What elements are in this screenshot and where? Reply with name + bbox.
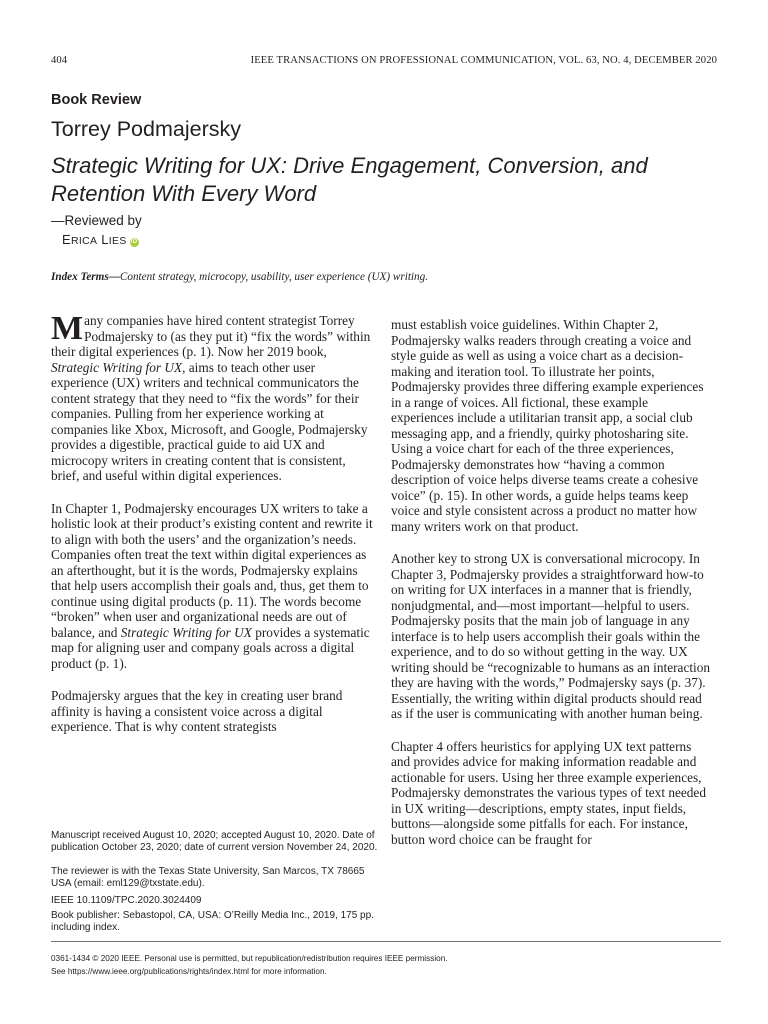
paragraph-3: Podmajersky argues that the key in creating user brand affinity is having a consistent voice across a digital experience. That is why content strategists: [51, 688, 343, 734]
orcid-icon[interactable]: iD: [130, 239, 138, 245]
journal-header: IEEE TRANSACTIONS ON PROFESSIONAL COMMUNICATION, VOL. 63, NO. 4, DECEMBER 2020: [250, 55, 717, 66]
paragraph-1: Many companies have hired content strategist Torrey Podmajersky to (as they put it) “fix the words” within their digital experiences (p. 1). Now her 2019 book, Strategic Writing for UX, aims to teach other user experience (UX) writers and technical communicators the content strategy that they need to “fix the words” for their companies. Pulling from her experience working at companies like Xbox, Microsoft, and Google, Podmajersky provides a digestible, practical guide to aid UX and microcopy writers in creating content that is consistent, brief, and useful within digital experiences.: [51, 310, 371, 483]
book-title: Strategic Writing for UX: Drive Engagement, Conversion, and Retention With Every Word: [51, 153, 648, 206]
index-terms: [51, 271, 731, 283]
paragraph-4: must establish voice guidelines. Within Chapter 2, Podmajersky walks readers through creating a voice and style guide as well as using a voice chart as a decision-making and iteration tool. To illustrate her points, Podmajersky provides three differing example experiences in a range of voices. All fictional, these example experiences include a utilitarian transit app, a social club messaging app, and a friendly, quirky photosharing site. Using a voice chart for each of the three experiences, Podmajersky demonstrates how “having a common description of voice helps diverse teams create a cohesive voice” (p. 15). In other words, a guide helps teams keep voice and style consistent across a product no matter how many writers work on that product.: [391, 317, 704, 534]
footnote-affiliation: The reviewer is with the Texas State University, San Marcos, TX 78665 USA (email: eml129@txstate.edu).: [51, 866, 365, 889]
right-column: [391, 317, 713, 864]
index-terms-text: Content strategy, microcopy, usability, user experience (UX) writing.: [119, 271, 429, 283]
footnote-doi: IEEE 10.1109/TPC.2020.3024409: [51, 895, 202, 906]
footnote-publisher: Book publisher: Sebastopol, CA, USA: O’Reilly Media Inc., 2019, 175 pp. including index.: [51, 910, 374, 933]
paragraph-6: Chapter 4 offers heuristics for applying UX text patterns and provides advice for making information readable and actionable for users. Using her three example experiences, Podmajersky demonstrates the various types of text needed in UX writing—descriptions, empty states, input fields, buttons—alongside some pitfalls for each. For instance, button word choice can be fraught for: [391, 738, 706, 847]
drop-cap: M: [51, 310, 84, 347]
reviewer-name: ERICA LIES iD: [62, 232, 138, 247]
copyright-line-1: 0361-1434 © 2020 IEEE. Personal use is permitted, but republication/redistribution requires IEEE permission.: [51, 954, 448, 963]
reviewed-by: —Reviewed by: [51, 213, 142, 228]
divider: [51, 941, 721, 942]
paragraph-5: Another key to strong UX is conversational microcopy. In Chapter 3, Podmajersky provides a straightforward how-to on writing for UX interfaces in a manner that is friendly, nonjudgmental, and—most important—helpful to users. Podmajersky posits that the main job of language in any interface is to help users accomplish their goals within the experience, and to do so without getting in the way. UX writing should be “recognizable to humans as an interaction they are having with the words,” Podmajersky says (p. 37). Essentially, the writing within digital products should read as if the user is communicating with another human being.: [391, 551, 711, 721]
footnote-manuscript: Manuscript received August 10, 2020; accepted August 10, 2020. Date of publication October 23, 2020; date of current version November 24, 2020.: [51, 830, 378, 853]
left-column: [51, 310, 373, 752]
section-label: Book Review: [51, 92, 142, 108]
paragraph-2: In Chapter 1, Podmajersky encourages UX writers to take a holistic look at their product’s existing content and rewrite it to align with both the users’ and the organization’s needs. Companies often treat the text within digital experiences as an afterthought, but it is the words, Podmajersky explains that help users accomplish their goals and, thus, get them to continue using digital products (p. 11). The words become “broken” when user and organizational needs are out of balance, and Strategic Writing for UX provides a systematic map for aligning user and company goals across a digital product (p. 1).: [51, 500, 373, 671]
book-author: Torrey Podmajersky: [51, 117, 241, 141]
page-number: 404: [51, 55, 68, 66]
copyright-line-2: See https://www.ieee.org/publications/rights/index.html for more information.: [51, 967, 327, 976]
index-terms-label: Index Terms—: [51, 271, 120, 283]
